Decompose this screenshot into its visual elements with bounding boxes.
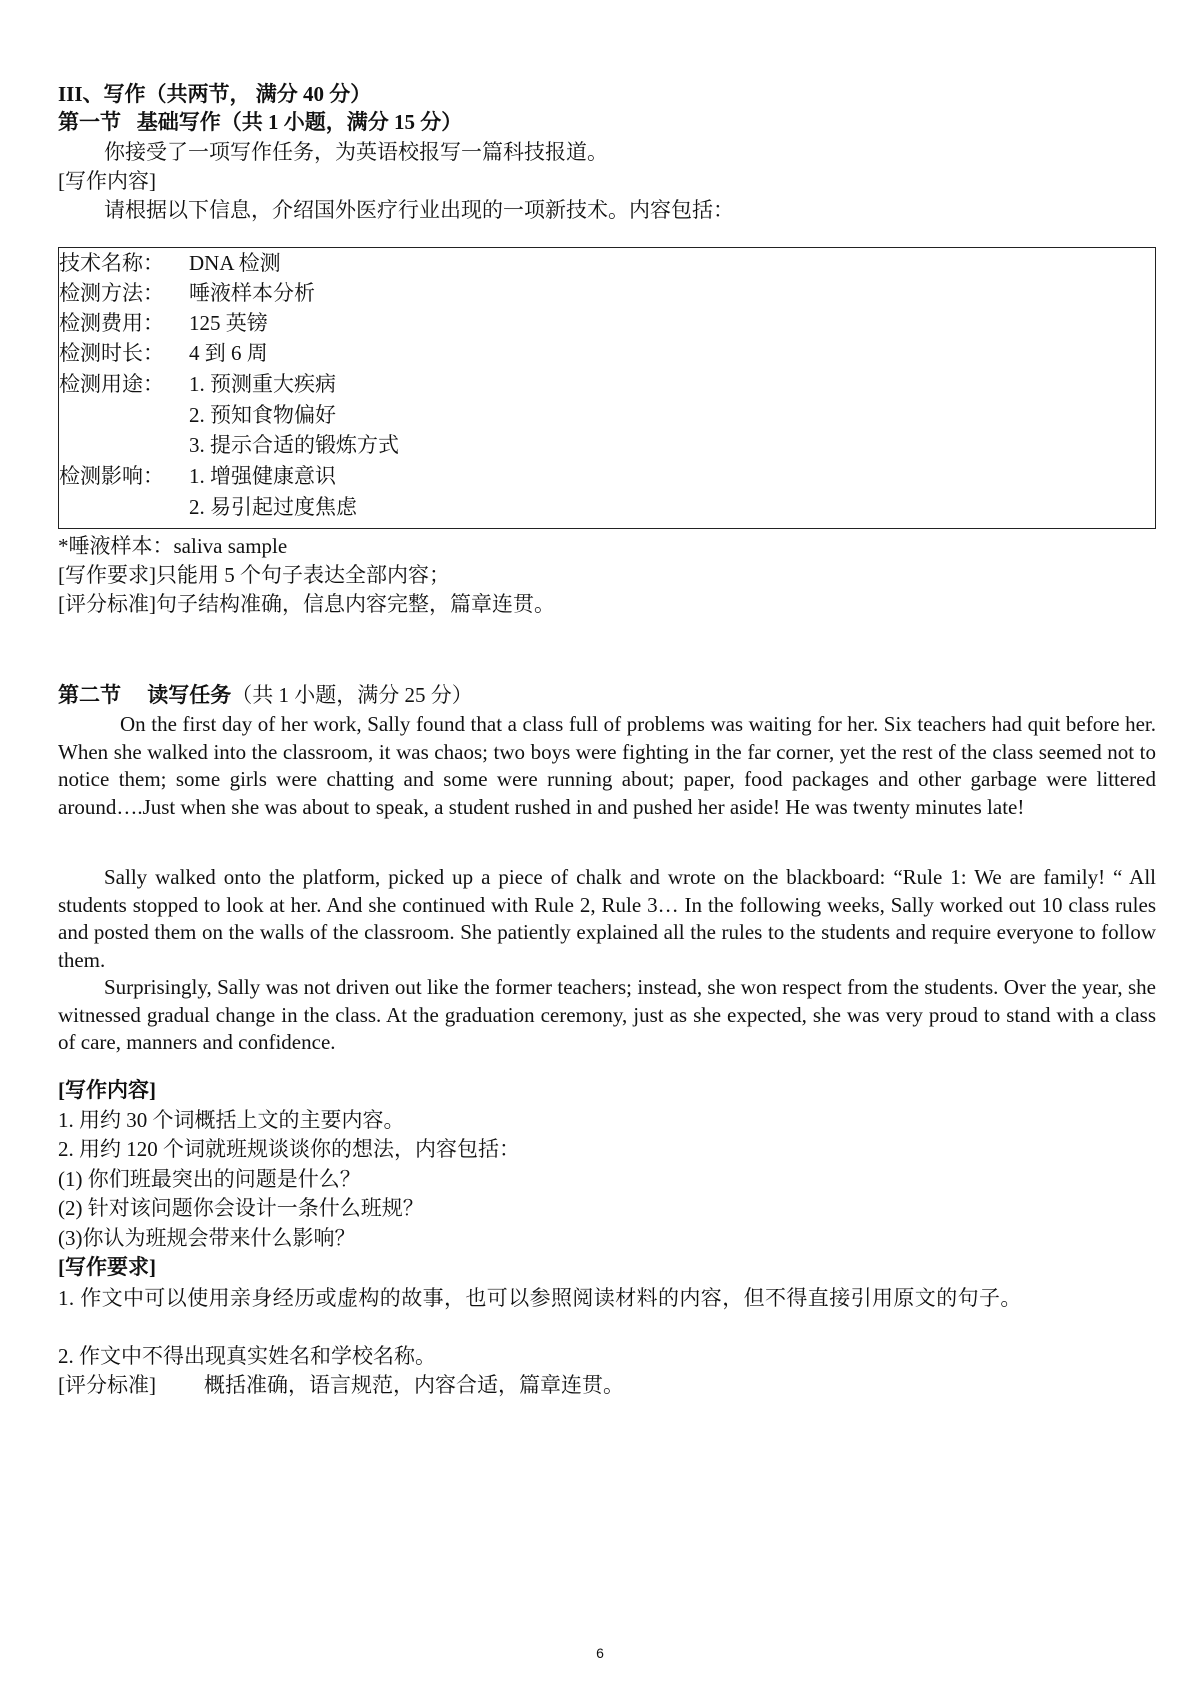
part2-criteria xyxy=(58,1371,624,1399)
content-item: (1) 你们班最突出的问题是什么？ xyxy=(58,1167,361,1191)
info-row: 3. 提示合适的锻炼方式 xyxy=(189,433,399,457)
passage-paragraph: Surprisingly, Sally was not driven out like the former teachers; instead, she won respect from the students. Over the year, she witnessed gradual change in the class. At the graduation ceremony, just as she expected, she was very proud to stand with a class of care, manners and confidence. xyxy=(58,975,1156,1055)
part1-heading xyxy=(58,108,462,136)
requirement-item: 2. 作文中不得出现真实姓名和学校名称。 xyxy=(58,1344,436,1368)
info-row: 2. 预知食物偏好 xyxy=(189,403,336,427)
passage-paragraph: On the first day of her work, Sally found that a class full of problems was waiting for her. Six teachers had quit before her. When she walked into the classroom, it was chaos; two boys were fighting in the far corner, yet the rest of the class seemed not to notice them; some girls were chatting and some were running about; paper, food packages and other garbage were littered around….Just when she was about to speak, a student rushed in and pushed her aside! He was twenty minutes late! xyxy=(58,712,1156,819)
part1-note: *唾液样本：saliva sample xyxy=(58,534,288,558)
info-row: 检测方法： 唾液样本分析 xyxy=(59,281,315,305)
part1-content-intro: 请根据以下信息，介绍国外医疗行业出现的一项新技术。内容包括： xyxy=(104,198,734,222)
part1-criteria: [评分标准]句子结构准确，信息内容完整，篇章连贯。 xyxy=(58,592,555,616)
part1-heading-title: 基础写作（共 1 小题，满分 15 分） xyxy=(136,110,463,134)
info-row: 检测时长： 4 到 6 周 xyxy=(59,341,268,365)
part2-heading-title: 读写任务 xyxy=(147,683,232,707)
content-item: 2. 用约 120 个词就班规谈谈你的想法，内容包括： xyxy=(58,1137,520,1161)
content-item: (2) 针对该问题你会设计一条什么班规？ xyxy=(58,1196,424,1220)
info-row: 2. 易引起过度焦虑 xyxy=(189,495,357,519)
part1-heading-label: 第一节 xyxy=(58,110,121,134)
part1-requirement: [写作要求]只能用 5 个句子表达全部内容； xyxy=(58,563,450,587)
part2-heading-detail: （共 1 小题，满分 25 分） xyxy=(231,683,473,707)
part1-intro: 你接受了一项写作任务，为英语校报写一篇科技报道。 xyxy=(104,140,608,164)
section-heading: III、写作（共两节， 满分 40 分） xyxy=(58,82,372,106)
page-number: 6 xyxy=(596,1645,604,1661)
part2-heading xyxy=(58,681,473,709)
passage-paragraph: Sally walked onto the platform, picked up a piece of chalk and wrote on the blackboard: “Rule 1: We are family! “ All students stopped to look at her. And she continued with Rule 2, Rule 3… In the following weeks, Sally worked out 10 class rules and posted them on the walls of the classroom. She patiently explained all the rules to the students and require everyone to follow them. xyxy=(58,865,1156,972)
info-row: 检测费用： 125 英镑 xyxy=(59,311,268,335)
part2-content-label: [写作内容] xyxy=(58,1078,156,1102)
requirement-item: 1. 作文中可以使用亲身经历或虚构的故事，也可以参照阅读材料的内容，但不得直接引用原文的句子。 xyxy=(58,1286,1022,1310)
part2-criteria-label: [评分标准] xyxy=(58,1373,156,1397)
part1-content-label: [写作内容] xyxy=(58,169,156,193)
part2-criteria-text: 概括准确，语言规范，内容合适，篇章连贯。 xyxy=(204,1373,624,1397)
info-table xyxy=(58,247,1156,529)
part2-requirement-label: [写作要求] xyxy=(58,1255,156,1279)
info-row: 技术名称： DNA 检测 xyxy=(59,251,281,275)
part2-heading-label: 第二节 xyxy=(58,683,121,707)
info-row: 检测影响： 1. 增强健康意识 xyxy=(59,464,336,488)
content-item: 1. 用约 30 个词概括上文的主要内容。 xyxy=(58,1108,405,1132)
content-item: (3)你认为班规会带来什么影响？ xyxy=(58,1226,356,1250)
info-row: 检测用途： 1. 预测重大疾病 xyxy=(59,372,336,396)
